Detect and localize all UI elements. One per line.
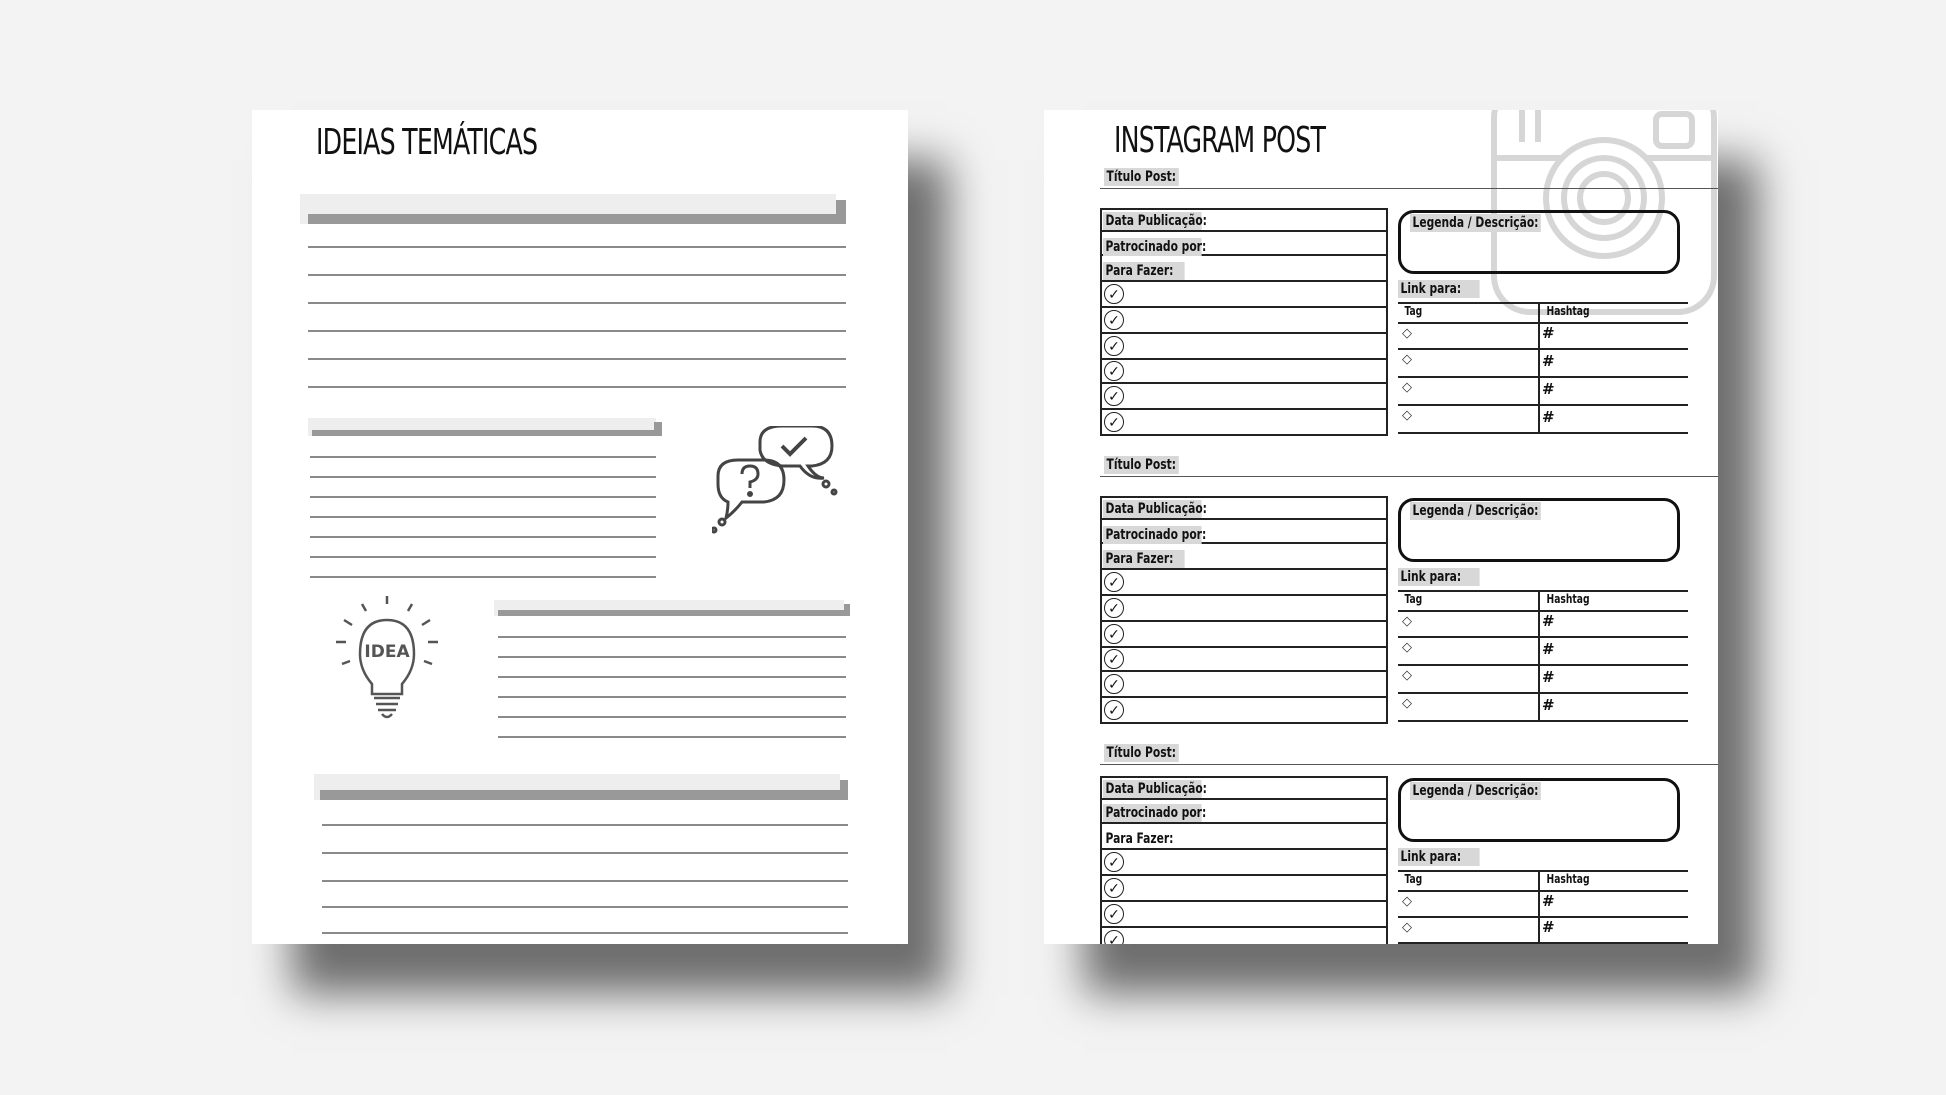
patrocinado-label: Patrocinado por: bbox=[1103, 804, 1202, 822]
checkbox[interactable]: ✓ bbox=[1104, 284, 1124, 304]
tag-icon: ◇ bbox=[1402, 696, 1412, 711]
para-fazer-label: Para Fazer: bbox=[1103, 550, 1185, 568]
hashtag-column-header: Hashtag bbox=[1546, 304, 1590, 318]
page-title: INSTAGRAM POST bbox=[1114, 120, 1326, 161]
hash-symbol: # bbox=[1542, 640, 1555, 658]
tag-icon: ◇ bbox=[1402, 326, 1412, 341]
hash-symbol: # bbox=[1542, 892, 1555, 910]
patrocinado-label: Patrocinado por: bbox=[1103, 238, 1202, 256]
hash-symbol: # bbox=[1542, 696, 1555, 714]
legenda-label: Legenda / Descrição: bbox=[1410, 502, 1541, 520]
checkbox[interactable]: ✓ bbox=[1104, 649, 1124, 669]
data-publicacao-label: Data Publicação: bbox=[1103, 780, 1202, 798]
legenda-label: Legenda / Descrição: bbox=[1410, 214, 1541, 232]
checkbox[interactable]: ✓ bbox=[1104, 852, 1124, 872]
titulo-post-label: Título Post: bbox=[1104, 744, 1179, 762]
notes-block-3 bbox=[494, 600, 850, 760]
ideias-tematicas-page bbox=[252, 110, 908, 944]
hash-symbol: # bbox=[1542, 668, 1555, 686]
data-publicacao-label: Data Publicação: bbox=[1103, 500, 1202, 518]
lightbulb-idea-icon bbox=[332, 594, 442, 724]
hash-symbol: # bbox=[1542, 324, 1555, 342]
hash-symbol: # bbox=[1542, 380, 1555, 398]
tag-icon: ◇ bbox=[1402, 668, 1412, 683]
patrocinado-label: Patrocinado por: bbox=[1103, 526, 1202, 544]
post-section-1 bbox=[1044, 168, 1718, 458]
para-fazer-label: Para Fazer: bbox=[1105, 831, 1174, 847]
tag-icon: ◇ bbox=[1402, 408, 1412, 423]
post-section-2 bbox=[1044, 456, 1718, 746]
checkbox[interactable]: ✓ bbox=[1104, 700, 1124, 720]
legenda-label: Legenda / Descrição: bbox=[1410, 782, 1541, 800]
speech-bubbles-question-check-icon bbox=[712, 426, 842, 552]
checkbox[interactable]: ✓ bbox=[1104, 878, 1124, 898]
checkbox[interactable]: ✓ bbox=[1104, 386, 1124, 406]
titulo-post-label: Título Post: bbox=[1104, 168, 1179, 186]
checkbox[interactable]: ✓ bbox=[1104, 930, 1124, 944]
checkbox[interactable]: ✓ bbox=[1104, 904, 1124, 924]
tag-icon: ◇ bbox=[1402, 380, 1412, 395]
tag-column-header: Tag bbox=[1404, 592, 1423, 606]
checkbox[interactable]: ✓ bbox=[1104, 598, 1124, 618]
link-para-label: Link para: bbox=[1398, 568, 1480, 586]
tag-column-header: Tag bbox=[1404, 872, 1423, 886]
post-section-3 bbox=[1044, 744, 1718, 944]
checkbox[interactable]: ✓ bbox=[1104, 412, 1124, 432]
tag-column-header: Tag bbox=[1404, 304, 1423, 318]
checkbox[interactable]: ✓ bbox=[1104, 572, 1124, 592]
tag-icon: ◇ bbox=[1402, 352, 1412, 367]
titulo-post-label: Título Post: bbox=[1104, 456, 1179, 474]
checkbox[interactable]: ✓ bbox=[1104, 336, 1124, 356]
idea-label: IDEA bbox=[364, 642, 410, 662]
notes-block-2 bbox=[308, 418, 662, 618]
checkbox[interactable]: ✓ bbox=[1104, 310, 1124, 330]
hash-symbol: # bbox=[1542, 918, 1555, 936]
checkbox[interactable]: ✓ bbox=[1104, 674, 1124, 694]
tag-icon: ◇ bbox=[1402, 894, 1412, 909]
link-para-label: Link para: bbox=[1398, 280, 1480, 298]
page-title: IDEIAS TEMÁTICAS bbox=[316, 122, 538, 163]
hash-symbol: # bbox=[1542, 612, 1555, 630]
hashtag-column-header: Hashtag bbox=[1546, 592, 1590, 606]
hash-symbol: # bbox=[1542, 352, 1555, 370]
checkbox[interactable]: ✓ bbox=[1104, 624, 1124, 644]
para-fazer-label: Para Fazer: bbox=[1103, 262, 1185, 280]
hashtag-column-header: Hashtag bbox=[1546, 872, 1590, 886]
checkbox[interactable]: ✓ bbox=[1104, 361, 1124, 381]
tag-icon: ◇ bbox=[1402, 640, 1412, 655]
data-publicacao-label: Data Publicação: bbox=[1103, 212, 1202, 230]
tag-icon: ◇ bbox=[1402, 920, 1412, 935]
hash-symbol: # bbox=[1542, 408, 1555, 426]
tag-icon: ◇ bbox=[1402, 614, 1412, 629]
instagram-post-page bbox=[1044, 110, 1718, 944]
notes-block-4 bbox=[314, 774, 848, 944]
link-para-label: Link para: bbox=[1398, 848, 1480, 866]
